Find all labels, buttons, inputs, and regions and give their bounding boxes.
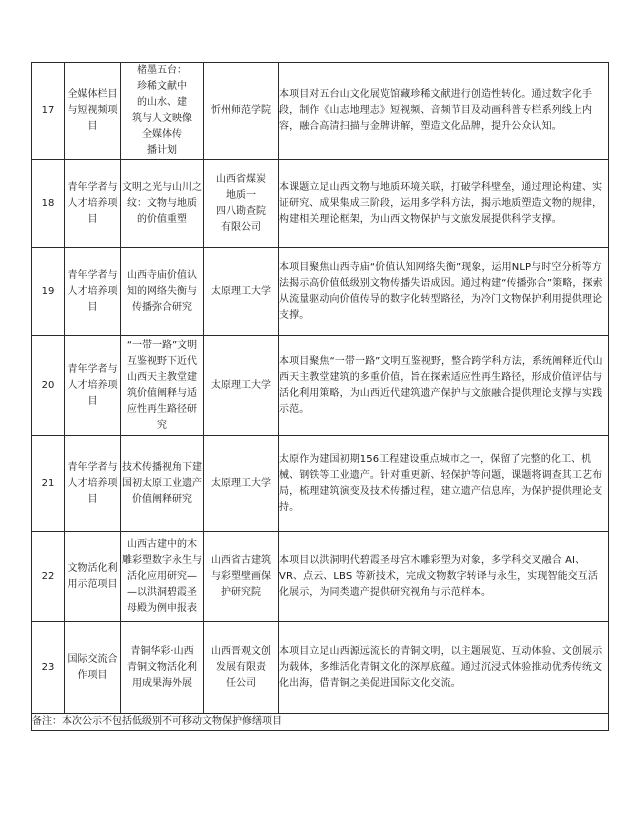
project-description: 本项目聚焦山西寺庙“价值认知网络失衡”现象，运用NLP与时空分析等方法揭示高价值低级别文物传播失语成因。通过构建“传播弥合”策略，探索从流量驱动向价值传导的数字化转型路径，为冷门文物保护利用提供理论支撑。 (279, 248, 609, 336)
project-name (121, 160, 204, 248)
project-name-line: 应性再生路径研 (127, 403, 197, 415)
organization-line: 有限公司 (221, 221, 261, 233)
table-row (32, 436, 609, 532)
organization-line: 太原理工大学 (211, 285, 271, 297)
project-name-line: 山西古建中的木 (127, 538, 197, 550)
project-table (31, 62, 609, 731)
project-name (121, 63, 204, 160)
row-number: 19 (32, 248, 65, 336)
row-number: 23 (32, 622, 65, 714)
project-name-line: 技术传播视角下建 (122, 461, 202, 473)
project-description: 太原作为建国初期156工程建设重点城市之一，保留了完整的化工、机械、钢铁等工业遗产。针对重更新、轻保护等问题，课题将调查其工艺布局，梳理建筑演变及技术传播过程，建立遗产信息库，为保护提供理论支持。 (279, 436, 609, 532)
project-name-line: 雕彩塑数字永生与 (122, 554, 202, 566)
applicant-organization (204, 622, 279, 714)
organization-line: 任公司 (226, 677, 256, 689)
table-row (32, 532, 609, 622)
project-name (121, 622, 204, 714)
organization-line: 发展有限责 (216, 661, 266, 673)
project-name-line: 播计划 (147, 145, 177, 156)
table-row (32, 622, 609, 714)
applicant-organization (204, 248, 279, 336)
project-name-line: 山西寺庙价值认 (127, 269, 197, 281)
row-number: 20 (32, 336, 65, 436)
project-name (121, 532, 204, 622)
project-name-line: 传播弥合研究 (132, 301, 192, 313)
organization-line: 地质一 (226, 189, 256, 201)
organization-line: 山西晋观文创 (211, 645, 271, 657)
table-row (32, 336, 609, 436)
organization-line: 四八勘查院 (216, 205, 266, 217)
project-category: 青年学者与人才培养项目 (65, 336, 121, 436)
table-row (32, 248, 609, 336)
project-category: 青年学者与人才培养项目 (65, 160, 121, 248)
project-name-line: 究 (157, 419, 167, 431)
table-row (32, 63, 609, 160)
row-number: 18 (32, 160, 65, 248)
project-description: 本项目立足山西源远流长的青铜文明，以主题展览、互动体验、文创展示为载体，多维活化青铜文化的深厚底蕴。通过沉浸式体验推动优秀传统文化出海，借青铜之美促进国际文化交流。 (279, 622, 609, 714)
project-name-line: 楮墨五台： (137, 65, 187, 76)
project-name-line: 互鉴视野下近代 (127, 355, 197, 367)
applicant-organization (204, 336, 279, 436)
project-name-line: 山西天主教堂建 (127, 371, 197, 383)
project-name-line: 价值阐释研究 (132, 493, 192, 505)
applicant-organization (204, 160, 279, 248)
organization-line: 太原理工大学 (211, 477, 271, 489)
project-name-line: 活化应用研究— (127, 570, 197, 582)
project-table-body (32, 63, 609, 731)
organization-line: 山西省古建筑 (211, 554, 271, 566)
project-name (121, 336, 204, 436)
project-category: 全媒体栏目与短视频项目 (65, 63, 121, 160)
organization-line: 忻州师范学院 (211, 105, 271, 116)
project-list-sheet (31, 62, 609, 731)
row-number: 17 (32, 63, 65, 160)
note-row (32, 714, 609, 731)
project-name-line: 筑与人文映像 (132, 113, 192, 124)
table-note: 备注：本次公示不包括低级别不可移动文物保护修缮项目 (32, 714, 609, 731)
project-name-line: 用成果海外展 (132, 677, 192, 689)
table-row (32, 160, 609, 248)
project-description: 本项目对五台山文化展览馆藏珍稀文献进行创造性转化。通过数字化手段，制作《山志地理志》短视频、音频节目及动画科普专栏系列线上内容，融合高清扫描与金牌讲解，塑造文化品牌，提升公众认知。 (279, 63, 609, 160)
project-name-line: 知的网络失衡与 (127, 285, 197, 297)
project-category: 文物活化利用示范项目 (65, 532, 121, 622)
applicant-organization (204, 436, 279, 532)
project-category: 国际交流合作项目 (65, 622, 121, 714)
project-name-line: 珍稀文献中 (137, 81, 187, 92)
project-name-line: 全媒体传 (142, 129, 182, 140)
project-name (121, 248, 204, 336)
project-name-line: 文明之光与山川之 (122, 181, 202, 193)
row-number: 21 (32, 436, 65, 532)
project-name-line: 国初太原工业遗产 (122, 477, 202, 489)
project-name-line: 纹：文物与地质 (127, 197, 197, 209)
project-name-line: 母殿为例申报表 (127, 602, 197, 614)
project-name-line: —以洪洞碧霞圣 (127, 586, 197, 598)
project-category: 青年学者与人才培养项目 (65, 248, 121, 336)
row-number: 22 (32, 532, 65, 622)
project-name-line: 的价值重塑 (137, 213, 187, 225)
project-name-line: 青铜文物活化利 (127, 661, 197, 673)
project-name (121, 436, 204, 532)
project-description: 本项目以洪洞明代碧霞圣母宫木雕彩塑为对象，多学科交叉融合 AI、VR、点云、LBS 等新技术，完成文物数字转译与永生，实现智能交互活化展示，为同类遗产提供研究视角与示范样本。 (279, 532, 609, 622)
organization-line: 护研究院 (221, 586, 261, 598)
project-description: 本课题立足山西文物与地质环境关联，打破学科壁垒，通过理论构建、实证研究、成果集成三阶段，运用多学科方法，揭示地质塑造文物的规律，构建相关理论框架，为山西文物保护与文旅发展提供科学支撑。 (279, 160, 609, 248)
project-name-line: 筑价值阐释与适 (127, 387, 197, 399)
applicant-organization (204, 532, 279, 622)
project-name-line: “一带一路”文明 (126, 339, 198, 351)
project-description: 本项目聚焦“一带一路”文明互鉴视野，整合跨学科方法，系统阐释近代山西天主教堂建筑的多重价值，旨在探索适应性再生路径，形成价值评估与活化利用策略，为山西近代建筑遗产保护与文旅融合提供理论支撑与实践示范。 (279, 336, 609, 436)
organization-line: 与彩塑壁画保 (211, 570, 271, 582)
project-name-line: 青铜华彩·山西 (130, 645, 194, 657)
organization-line: 太原理工大学 (211, 379, 271, 391)
project-category: 青年学者与人才培养项目 (65, 436, 121, 532)
organization-line: 山西省煤炭 (216, 173, 266, 185)
applicant-organization (204, 63, 279, 160)
project-name-line: 的山水、建 (137, 97, 187, 108)
